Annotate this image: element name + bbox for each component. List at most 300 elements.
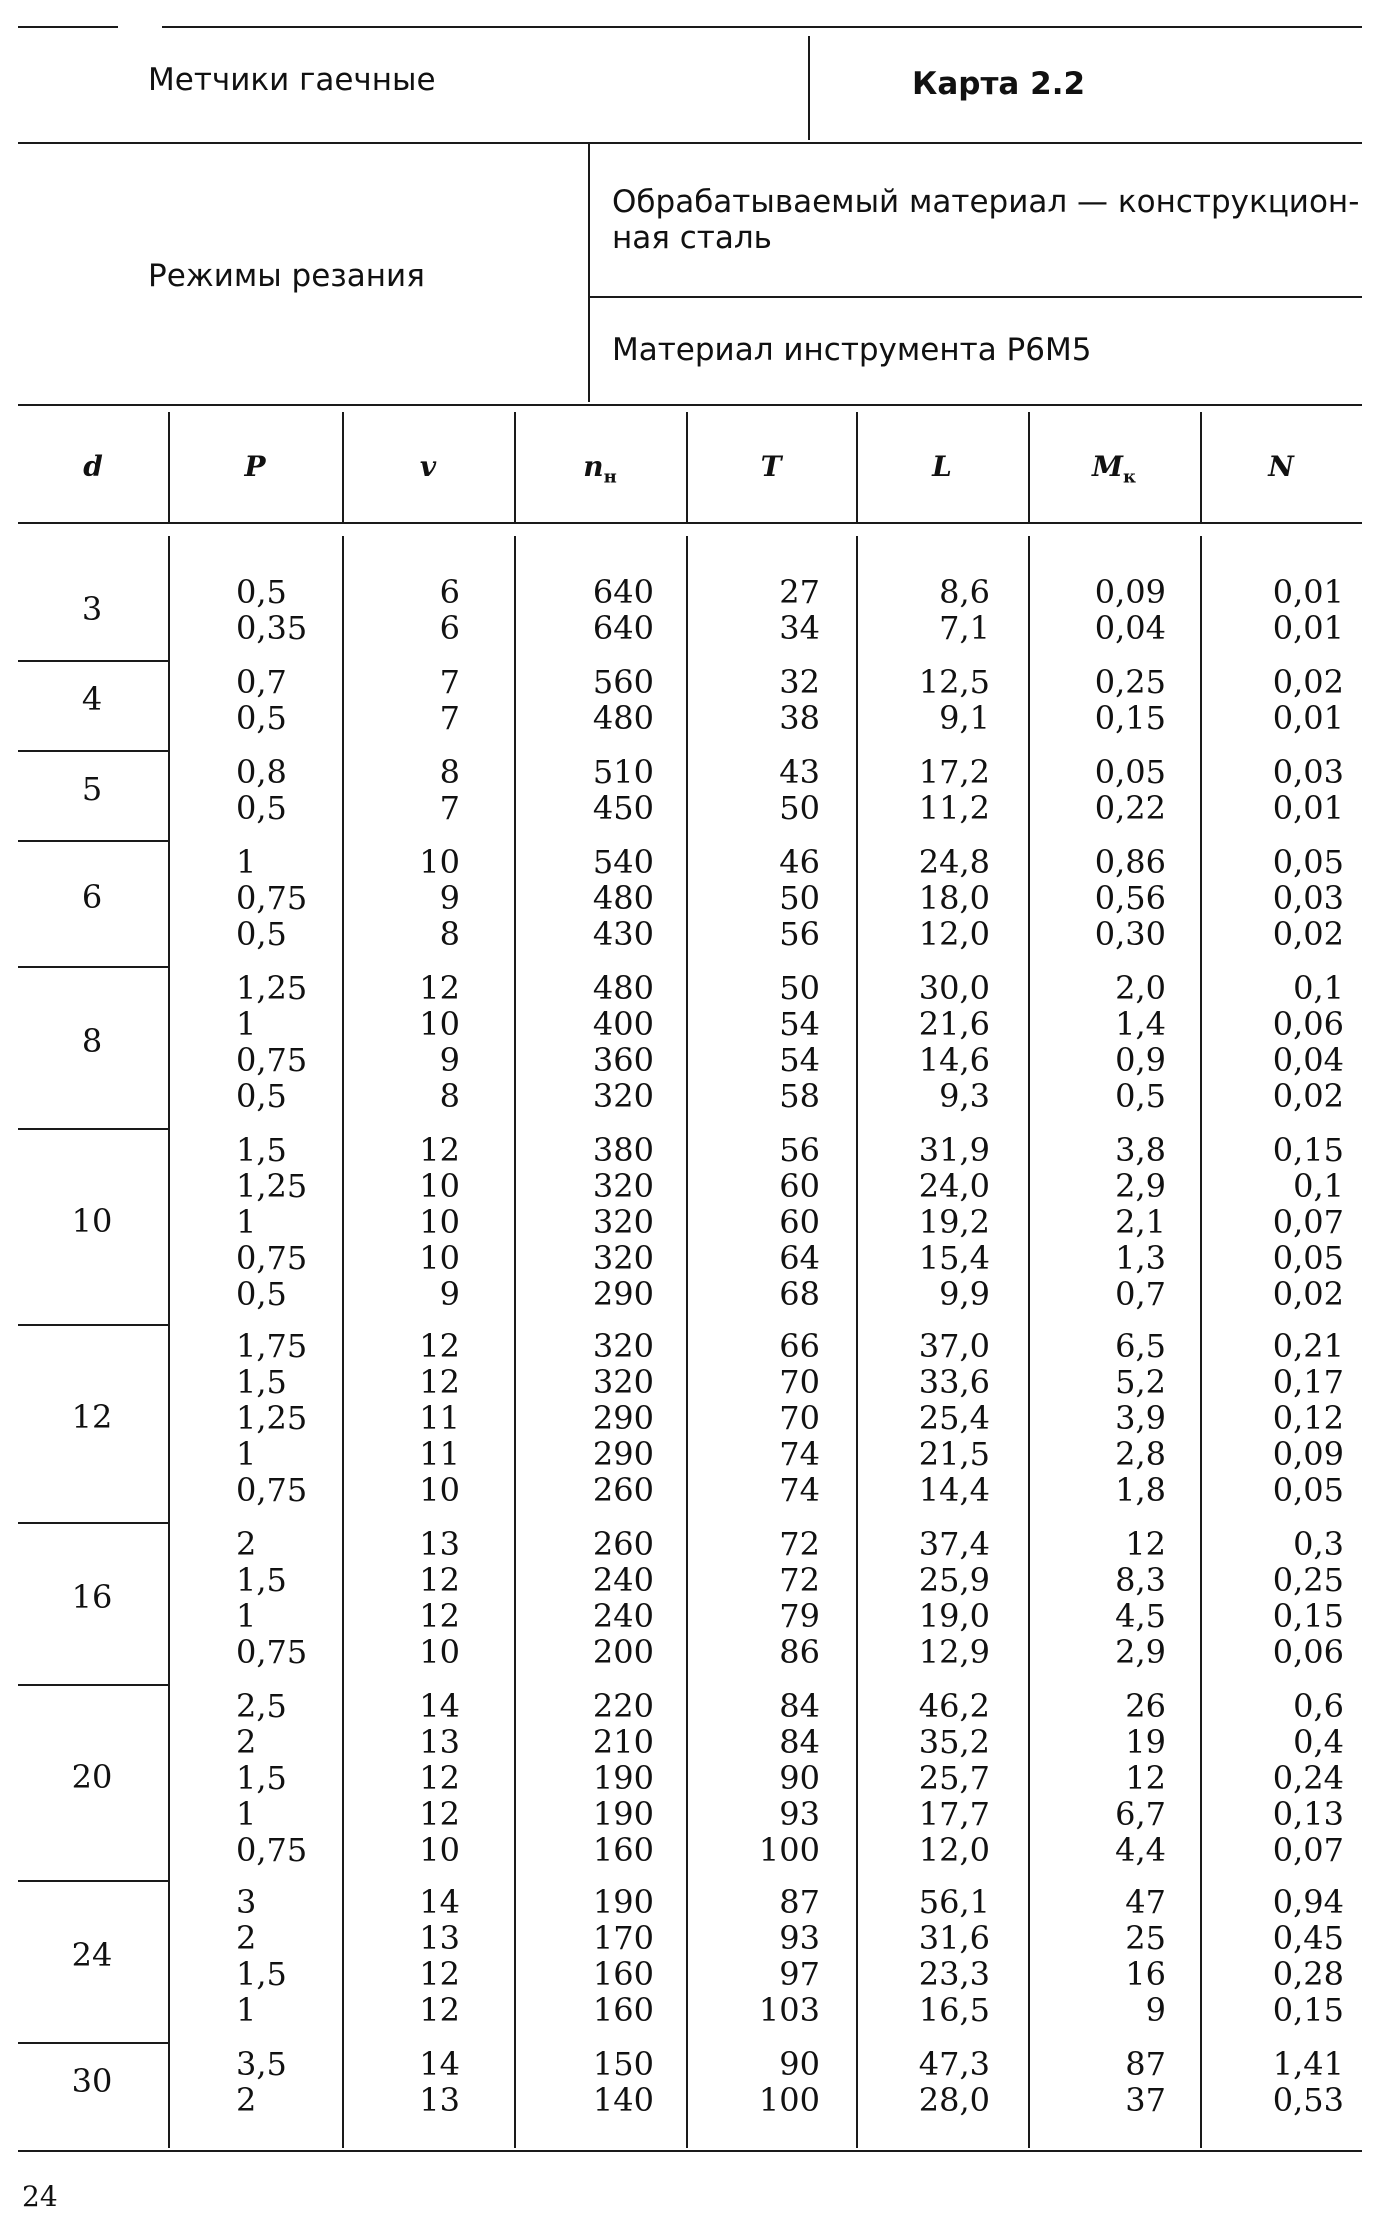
cell-value: 2,0 [1115,969,1166,1007]
cell-value: 2 [236,2081,257,2119]
cell-value: 0,5 [236,915,287,953]
cell-value: 11,2 [918,789,990,827]
cell-value: 160 [592,1955,654,1993]
cell-value: 64 [779,1239,820,1277]
cell-value: 54 [779,1005,820,1043]
cell-value: 4,5 [1115,1597,1166,1635]
cell-n [564,754,654,826]
cell-value: 290 [592,1435,654,1473]
cell-value: 0,05 [1272,843,1344,881]
cell-value: 1,25 [236,1399,308,1437]
cell-value: 0,5 [236,1077,287,1115]
cell-value: 12 [419,1795,460,1833]
cell-N [1254,574,1344,646]
cell-value: 17,7 [918,1795,990,1833]
cell-value: 0,6 [1293,1687,1344,1725]
column-divider [168,536,170,2148]
column-header-3 [560,450,640,488]
cell-value: 79 [779,1597,820,1635]
cell-value: 14,6 [918,1041,990,1079]
column-header-sub: н [603,466,617,488]
cell-value: 260 [592,1471,654,1509]
cell-value: 210 [592,1723,654,1761]
cell-value: 0,8 [236,753,287,791]
column-header-main: L [932,450,952,483]
cell-N [1254,754,1344,826]
cell-T [740,1132,820,1312]
cell-value: 2,8 [1115,1435,1166,1473]
cell-value: 10 [419,843,460,881]
cell-value: 0,75 [236,1633,308,1671]
cell-value: 0,01 [1272,609,1344,647]
cell-value: 4,4 [1115,1831,1166,1869]
cell-value: 320 [592,1077,654,1115]
cell-N [1254,1688,1344,1868]
cell-T [740,1526,820,1670]
column-header-divider [856,412,858,522]
group-separator [18,1684,168,1686]
cell-d: 30 [71,2062,113,2100]
cell-N [1254,970,1344,1114]
cell-n [564,1132,654,1312]
cell-value: 0,09 [1272,1435,1344,1473]
cell-P [236,2046,326,2118]
cell-value: 3,5 [236,2045,287,2083]
cell-value: 12,0 [918,915,990,953]
cell-d: 5 [81,770,103,808]
cell-M [1076,2046,1166,2118]
cell-value: 86 [779,1633,820,1671]
cell-value: 0,15 [1272,1991,1344,2029]
column-divider [1028,536,1030,2148]
cell-value: 100 [758,1831,820,1869]
cell-value: 0,15 [1094,699,1166,737]
cell-N [1254,1328,1344,1508]
cell-value: 0,5 [236,789,287,827]
cell-value: 87 [779,1883,820,1921]
cell-value: 1,41 [1272,2045,1344,2083]
cell-value: 0,07 [1272,1831,1344,1869]
header-rule-3 [590,296,1362,298]
cell-value: 31,9 [918,1131,990,1169]
cell-value: 23,3 [918,1955,990,1993]
column-divider [1200,536,1202,2148]
cell-value: 37,0 [918,1327,990,1365]
cell-value: 510 [592,753,654,791]
column-header-main: n [583,450,604,483]
cell-value: 74 [779,1471,820,1509]
cell-value: 14 [419,1687,460,1725]
cell-value: 0,01 [1272,573,1344,611]
cell-value: 0,75 [236,1041,308,1079]
cell-value: 400 [592,1005,654,1043]
cell-value: 9 [439,879,460,917]
cell-value: 14,4 [918,1471,990,1509]
cell-n [564,574,654,646]
cell-value: 90 [779,2045,820,2083]
cell-value: 1,5 [236,1363,287,1401]
column-header-7 [1241,450,1321,483]
cell-value: 26 [1125,1687,1166,1725]
cell-value: 2 [236,1919,257,1957]
cell-value: 93 [779,1795,820,1833]
cell-value: 90 [779,1759,820,1797]
cell-value: 0,07 [1272,1203,1344,1241]
top-rule-short [18,26,118,28]
cell-value: 56 [779,915,820,953]
cell-value: 9,3 [939,1077,990,1115]
cell-M [1076,1132,1166,1312]
cell-value: 60 [779,1167,820,1205]
column-header-divider [686,412,688,522]
cell-value: 58 [779,1077,820,1115]
cell-d: 6 [81,878,103,916]
cell-value: 12 [1125,1759,1166,1797]
cell-L [900,1132,990,1312]
cell-value: 16,5 [918,1991,990,2029]
cell-value: 0,05 [1272,1239,1344,1277]
cell-T [740,1688,820,1868]
column-header-sub: к [1123,466,1136,488]
cell-value: 8,6 [939,573,990,611]
cell-d: 8 [81,1022,103,1060]
group-separator [18,2042,168,2044]
cell-value: 46,2 [918,1687,990,1725]
cell-value: 640 [592,609,654,647]
cell-value: 12 [419,1955,460,1993]
table-bottom-rule [18,2150,1362,2152]
cell-value: 12 [419,969,460,1007]
cell-value: 12 [419,1597,460,1635]
cell-value: 1,5 [236,1955,287,1993]
cell-n [564,844,654,952]
cell-value: 190 [592,1759,654,1797]
cell-L [900,844,990,952]
mode-label: Режимы резания [148,258,425,294]
cell-value: 240 [592,1597,654,1635]
cell-value: 12 [419,1991,460,2029]
cell-value: 35,2 [918,1723,990,1761]
header-rule-2 [18,142,1362,144]
cell-value: 10 [419,1005,460,1043]
material-line-1: Обрабатываемый материал — конструкцион- [612,184,1360,220]
cell-value: 54 [779,1041,820,1079]
cell-value: 0,04 [1094,609,1166,647]
cell-value: 10 [419,1831,460,1869]
cell-value: 18,0 [918,879,990,917]
cell-value: 43 [779,753,820,791]
cell-value: 7 [439,789,460,827]
cell-value: 0,06 [1272,1005,1344,1043]
cell-P [236,664,326,736]
cell-value: 430 [592,915,654,953]
cell-value: 10 [419,1167,460,1205]
top-rule [162,26,1362,28]
cell-value: 1 [236,843,257,881]
cell-value: 97 [779,1955,820,1993]
cell-n [564,1328,654,1508]
cell-value: 0,21 [1272,1327,1344,1365]
cell-value: 290 [592,1275,654,1313]
cell-value: 93 [779,1919,820,1957]
column-header-main: d [83,450,103,483]
column-header-main: v [419,450,437,483]
cell-P [236,1688,326,1868]
cell-value: 0,56 [1094,879,1166,917]
cell-value: 9 [439,1041,460,1079]
material-label [612,184,1359,256]
cell-value: 540 [592,843,654,881]
cell-value: 0,01 [1272,789,1344,827]
cell-value: 9,1 [939,699,990,737]
column-header-0 [53,450,133,483]
cell-value: 0,12 [1272,1399,1344,1437]
cell-value: 0,05 [1094,753,1166,791]
cell-value: 0,03 [1272,879,1344,917]
cell-value: 3 [236,1883,257,1921]
cell-value: 2 [236,1723,257,1761]
cell-value: 380 [592,1131,654,1169]
cell-v [400,970,460,1114]
cell-M [1076,664,1166,736]
cell-value: 0,5 [236,1275,287,1313]
cell-value: 10 [419,1239,460,1277]
cell-value: 560 [592,663,654,701]
cell-value: 56,1 [918,1883,990,1921]
cell-value: 27 [779,573,820,611]
column-header-main: M [1092,450,1123,483]
cell-value: 2 [236,1525,257,1563]
column-header-6 [1074,450,1154,488]
cell-T [740,844,820,952]
column-header-2 [388,450,468,483]
cell-value: 16 [1125,1955,1166,1993]
cell-value: 9 [439,1275,460,1313]
cell-value: 0,1 [1293,969,1344,1007]
cell-P [236,1328,326,1508]
cell-M [1076,844,1166,952]
cell-value: 0,75 [236,879,308,917]
cell-value: 84 [779,1723,820,1761]
cell-value: 11 [419,1435,460,1473]
cell-value: 9 [1145,1991,1166,2029]
cell-L [900,1328,990,1508]
cell-value: 260 [592,1525,654,1563]
cell-value: 1 [236,1005,257,1043]
page-number: 24 [22,2180,58,2213]
cell-value: 0,53 [1272,2081,1344,2119]
cell-P [236,754,326,826]
cell-value: 200 [592,1633,654,1671]
column-header-main: T [760,450,782,483]
cell-value: 0,7 [1115,1275,1166,1313]
cell-value: 1,4 [1115,1005,1166,1043]
cell-d: 4 [81,680,103,718]
cell-v [400,2046,460,2118]
cell-v [400,1884,460,2028]
cell-value: 190 [592,1883,654,1921]
cell-d: 12 [71,1398,113,1436]
cell-v [400,574,460,646]
tool-material-label: Материал инструмента Р6М5 [612,332,1092,368]
cell-value: 19 [1125,1723,1166,1761]
cell-v [400,1688,460,1868]
cell-value: 24,8 [918,843,990,881]
cell-value: 0,25 [1272,1561,1344,1599]
cell-value: 47,3 [918,2045,990,2083]
cell-value: 1,5 [236,1759,287,1797]
cell-value: 7 [439,663,460,701]
cell-value: 3,9 [1115,1399,1166,1437]
cell-L [900,1688,990,1868]
cell-value: 25,7 [918,1759,990,1797]
cell-value: 0,02 [1272,915,1344,953]
cell-value: 2,9 [1115,1167,1166,1205]
cell-value: 1,5 [236,1131,287,1169]
cell-M [1076,754,1166,826]
cell-value: 1,3 [1115,1239,1166,1277]
cell-value: 1 [236,1203,257,1241]
cell-L [900,1884,990,2028]
cell-value: 140 [592,2081,654,2119]
cell-value: 72 [779,1561,820,1599]
cell-T [740,1328,820,1508]
cell-value: 7 [439,699,460,737]
cell-value: 0,03 [1272,753,1344,791]
cell-d: 3 [81,590,103,628]
column-divider [686,536,688,2148]
cell-d: 10 [71,1202,113,1240]
cell-value: 19,2 [918,1203,990,1241]
cell-value: 0,1 [1293,1167,1344,1205]
cell-value: 1,75 [236,1327,308,1365]
cell-value: 25,9 [918,1561,990,1599]
cell-value: 38 [779,699,820,737]
cell-P [236,574,326,646]
cell-v [400,664,460,736]
cell-value: 70 [779,1363,820,1401]
document-title: Метчики гаечные [148,62,436,98]
cell-value: 360 [592,1041,654,1079]
cell-value: 25 [1125,1919,1166,1957]
cell-L [900,754,990,826]
cell-M [1076,970,1166,1114]
cell-value: 60 [779,1203,820,1241]
cell-value: 0,13 [1272,1795,1344,1833]
cell-value: 66 [779,1327,820,1365]
cell-n [564,664,654,736]
cell-value: 0,02 [1272,1275,1344,1313]
cell-value: 0,5 [1115,1077,1166,1115]
cell-value: 10 [419,1203,460,1241]
cell-N [1254,664,1344,736]
cell-value: 0,5 [236,573,287,611]
cell-L [900,1526,990,1670]
cell-value: 290 [592,1399,654,1437]
cell-value: 9,9 [939,1275,990,1313]
cell-value: 480 [592,699,654,737]
cell-value: 68 [779,1275,820,1313]
cell-value: 0,17 [1272,1363,1344,1401]
cell-value: 0,04 [1272,1041,1344,1079]
column-header-divider [1028,412,1030,522]
cell-N [1254,1132,1344,1312]
cell-value: 0,4 [1293,1723,1344,1761]
cell-value: 12 [419,1759,460,1797]
cell-value: 12 [419,1561,460,1599]
cell-value: 13 [419,1525,460,1563]
column-divider [342,536,344,2148]
cell-value: 13 [419,2081,460,2119]
cell-value: 0,7 [236,663,287,701]
cell-value: 6,5 [1115,1327,1166,1365]
cell-value: 21,5 [918,1435,990,1473]
cell-value: 6,7 [1115,1795,1166,1833]
cell-M [1076,1688,1166,1868]
cell-value: 87 [1125,2045,1166,2083]
cell-value: 150 [592,2045,654,2083]
cell-N [1254,1884,1344,2028]
header-rule-4 [18,404,1362,406]
column-header-divider [168,412,170,522]
column-header-main: P [244,450,266,483]
cell-value: 480 [592,879,654,917]
cell-v [400,1526,460,1670]
group-separator [18,1324,168,1326]
cell-P [236,1526,326,1670]
cell-value: 160 [592,1991,654,2029]
group-separator [18,750,168,752]
cell-value: 1,5 [236,1561,287,1599]
cell-value: 0,02 [1272,1077,1344,1115]
cell-value: 0,30 [1094,915,1166,953]
cell-T [740,754,820,826]
cell-value: 1 [236,1597,257,1635]
cell-value: 320 [592,1167,654,1205]
cell-value: 12,5 [918,663,990,701]
column-header-main: N [1268,450,1294,483]
cell-value: 0,35 [236,609,308,647]
cell-value: 0,28 [1272,1955,1344,1993]
cell-value: 0,09 [1094,573,1166,611]
cell-d: 20 [71,1758,113,1796]
cell-value: 320 [592,1203,654,1241]
cell-n [564,2046,654,2118]
cell-value: 50 [779,789,820,827]
cell-value: 24,0 [918,1167,990,1205]
cell-n [564,1688,654,1868]
cell-value: 10 [419,1471,460,1509]
cell-L [900,574,990,646]
cell-value: 8 [439,1077,460,1115]
cell-N [1254,844,1344,952]
cell-value: 190 [592,1795,654,1833]
material-line-2: ная сталь [612,220,772,256]
cell-value: 28,0 [918,2081,990,2119]
card-number: Карта 2.2 [912,66,1086,102]
cell-T [740,664,820,736]
cell-value: 0,22 [1094,789,1166,827]
group-separator [18,1880,168,1882]
group-separator [18,966,168,968]
group-separator [18,660,168,662]
cell-value: 0,01 [1272,699,1344,737]
cell-value: 0,25 [1094,663,1166,701]
cell-value: 12 [419,1327,460,1365]
cell-value: 6 [439,573,460,611]
cell-value: 0,24 [1272,1759,1344,1797]
cell-value: 320 [592,1327,654,1365]
